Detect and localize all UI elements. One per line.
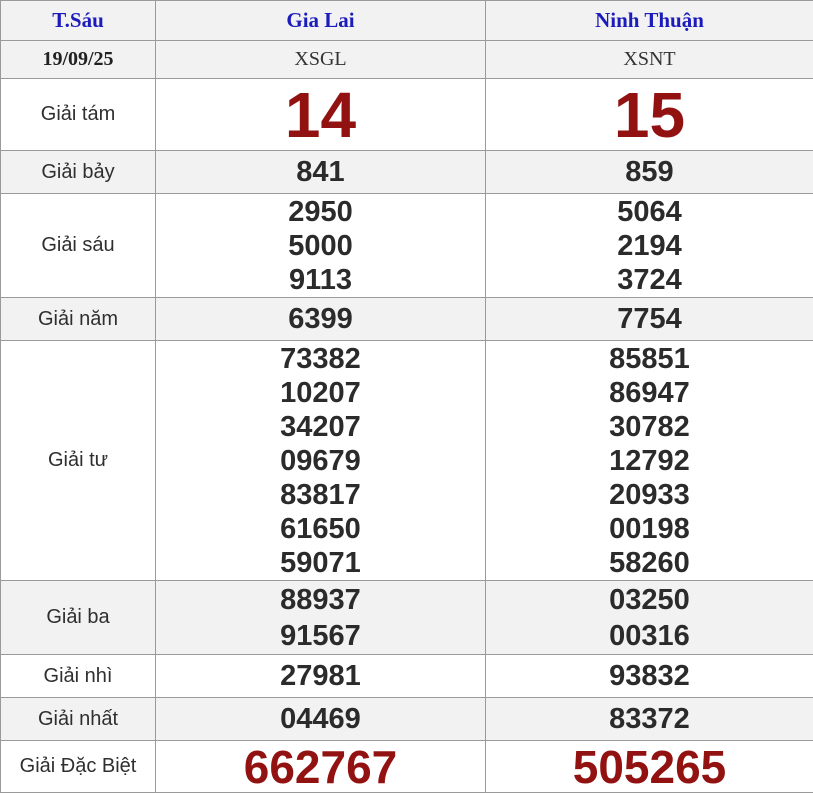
result-number: 86947 — [486, 376, 813, 410]
prize-row-giai-dac-biet — [1, 741, 813, 793]
prize-label: Giải nhì — [1, 655, 156, 698]
prize-row-giai-nhat — [1, 698, 813, 741]
result-cell — [486, 581, 813, 655]
prize-label: Giải nhất — [1, 698, 156, 741]
result-number: 9113 — [156, 263, 485, 297]
result-number: 09679 — [156, 444, 485, 478]
result-cell — [156, 741, 486, 793]
weekday-header[interactable]: T.Sáu — [1, 1, 156, 41]
result-cell — [486, 655, 813, 698]
prize-row-giai-tam — [1, 79, 813, 151]
prize-label: Giải bảy — [1, 151, 156, 194]
result-number: 58260 — [486, 546, 813, 580]
result-number: 6399 — [156, 302, 485, 336]
result-cell — [486, 151, 813, 194]
prize-row-giai-tu — [1, 341, 813, 581]
result-number: 59071 — [156, 546, 485, 580]
result-number: 83372 — [486, 702, 813, 736]
result-cell — [156, 298, 486, 341]
prize-row-giai-nhi — [1, 655, 813, 698]
result-cell — [156, 151, 486, 194]
result-number: 34207 — [156, 410, 485, 444]
prize-row-giai-sau — [1, 194, 813, 298]
prize-label: Giải sáu — [1, 194, 156, 298]
result-number: 00198 — [486, 512, 813, 546]
result-number: 73382 — [156, 342, 485, 376]
result-number: 10207 — [156, 376, 485, 410]
result-number: 27981 — [156, 659, 485, 693]
result-number: 2950 — [156, 195, 485, 229]
result-cell — [486, 194, 813, 298]
result-cell — [486, 79, 813, 151]
prize-label: Giải tám — [1, 79, 156, 151]
draw-code-xsgl: XSGL — [156, 41, 486, 79]
result-number: 15 — [486, 82, 813, 148]
prize-label: Giải tư — [1, 341, 156, 581]
result-number: 85851 — [486, 342, 813, 376]
result-number: 505265 — [486, 742, 813, 792]
result-cell — [156, 341, 486, 581]
result-number: 14 — [156, 82, 485, 148]
result-number: 5064 — [486, 195, 813, 229]
draw-code-xsnt: XSNT — [486, 41, 813, 79]
result-number: 88937 — [156, 582, 485, 618]
result-cell — [156, 79, 486, 151]
result-number: 7754 — [486, 302, 813, 336]
result-number: 83817 — [156, 478, 485, 512]
result-cell — [156, 581, 486, 655]
result-number: 91567 — [156, 618, 485, 654]
prize-label: Giải Đặc Biệt — [1, 741, 156, 793]
result-number: 20933 — [486, 478, 813, 512]
result-number: 00316 — [486, 618, 813, 654]
result-number: 61650 — [156, 512, 485, 546]
result-number: 3724 — [486, 263, 813, 297]
result-number: 04469 — [156, 702, 485, 736]
province-header-ninh-thuan[interactable]: Ninh Thuận — [486, 1, 813, 41]
province-header-gia-lai[interactable]: Gia Lai — [156, 1, 486, 41]
result-cell — [486, 698, 813, 741]
draw-date: 19/09/25 — [1, 41, 156, 79]
result-cell — [156, 698, 486, 741]
header-row — [1, 1, 813, 41]
result-number: 93832 — [486, 659, 813, 693]
result-number: 2194 — [486, 229, 813, 263]
result-cell — [486, 298, 813, 341]
prize-row-giai-ba — [1, 581, 813, 655]
prize-label: Giải ba — [1, 581, 156, 655]
prize-label: Giải năm — [1, 298, 156, 341]
result-number: 12792 — [486, 444, 813, 478]
result-number: 662767 — [156, 742, 485, 792]
result-cell — [486, 741, 813, 793]
result-number: 03250 — [486, 582, 813, 618]
result-cell — [156, 655, 486, 698]
result-cell — [156, 194, 486, 298]
result-number: 841 — [156, 155, 485, 189]
result-number: 30782 — [486, 410, 813, 444]
result-number: 859 — [486, 155, 813, 189]
result-number: 5000 — [156, 229, 485, 263]
date-row — [1, 41, 813, 79]
prize-row-giai-bay — [1, 151, 813, 194]
prize-row-giai-nam — [1, 298, 813, 341]
result-cell — [486, 341, 813, 581]
